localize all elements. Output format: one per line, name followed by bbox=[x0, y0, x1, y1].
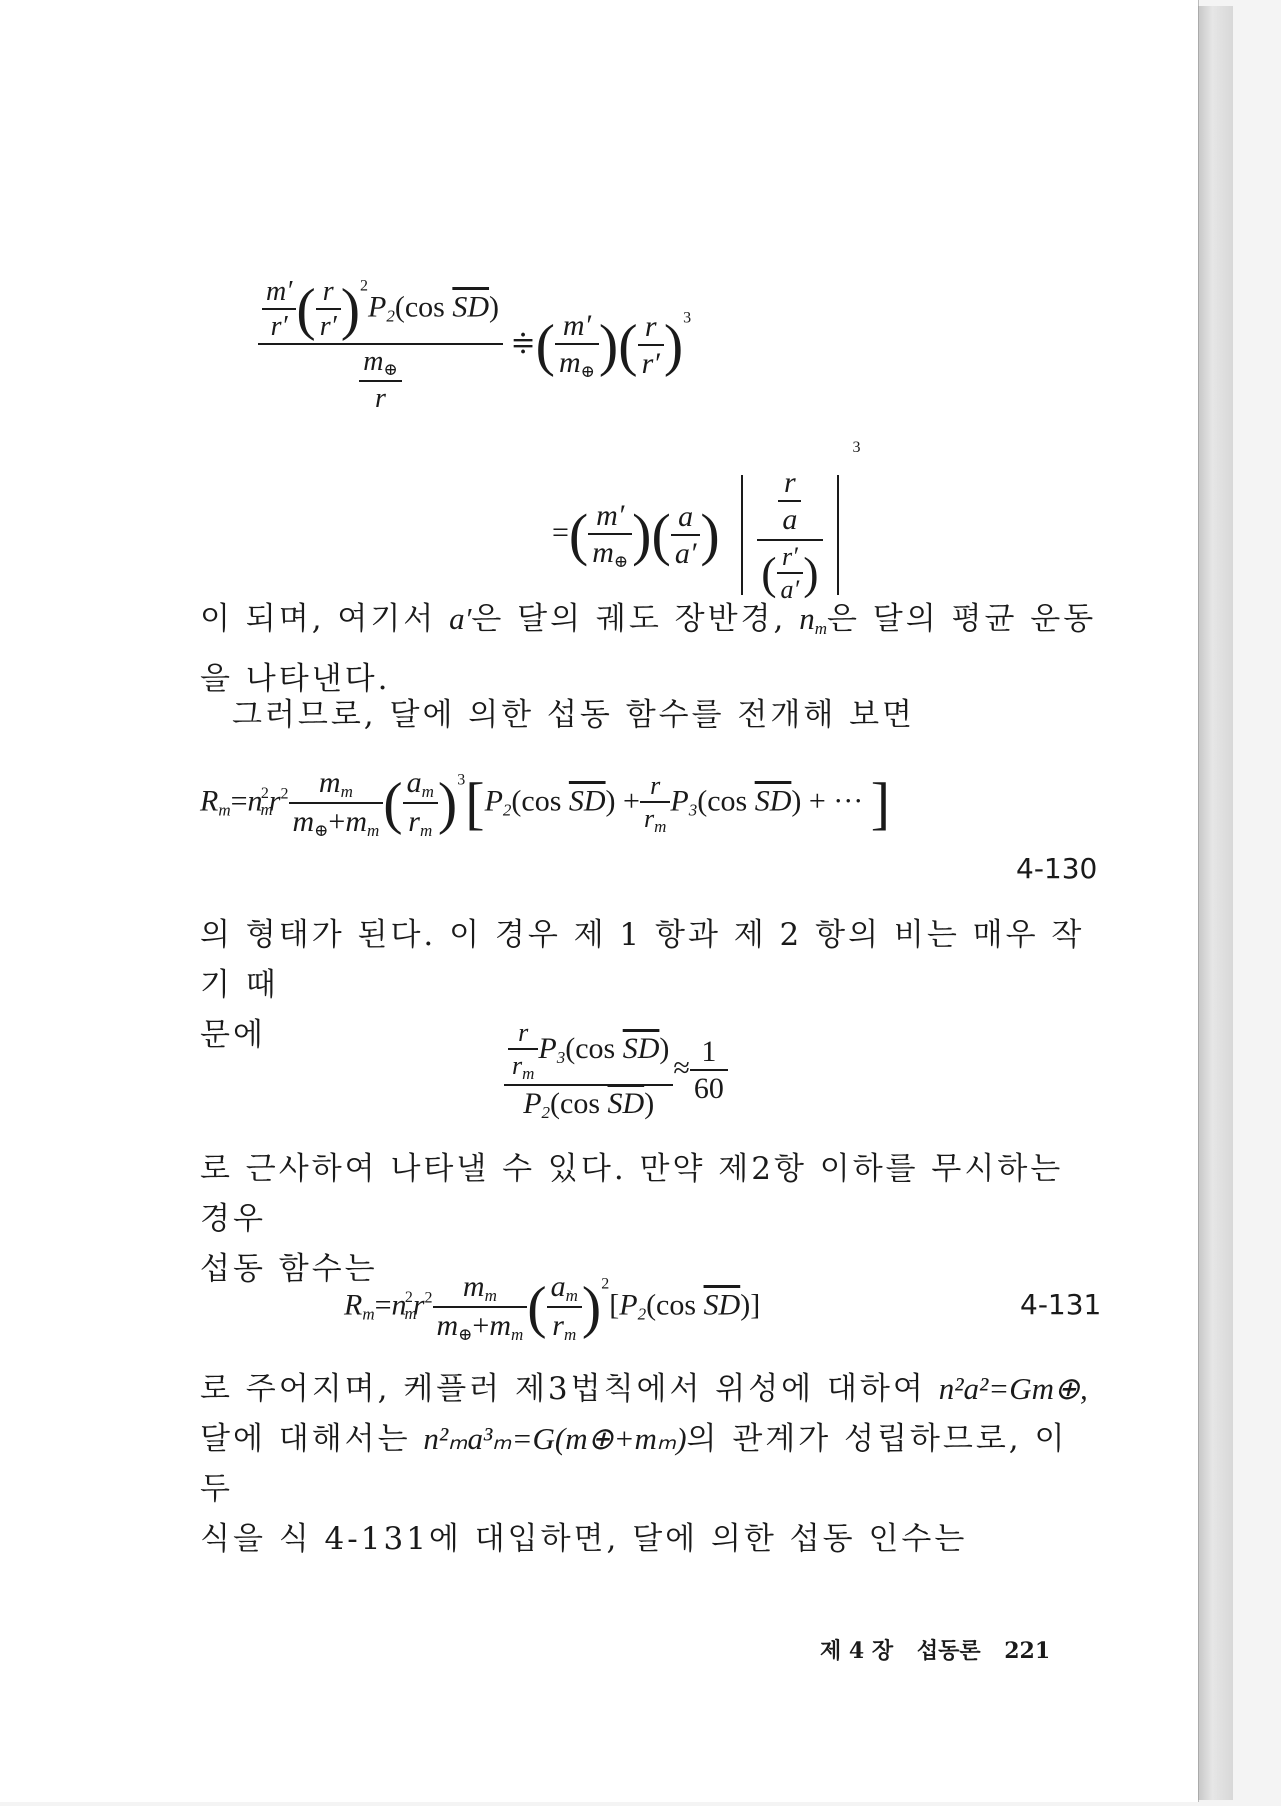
equation-ratio-approx: $\frac{r}{r_m}$ $P_3(\cos$ $\overline{SD}$) $P_2(\cos$ $\overline{SD}$) ≈ $\frac{1}{60}$ bbox=[504, 1020, 728, 1121]
equation-number-4-130: 4-130 bbox=[1016, 852, 1098, 885]
paragraph-1: 이 되며, 여기서 a′은 달의 궤도 장반경, $n_m$은 달의 평균 운동 을 나타낸다. bbox=[200, 601, 1097, 697]
paragraph-5: 로 주어지며, 케플러 제3법칙에서 위성에 대하여 n²a²=Gm⊕, 달에 대해서는 n²ₘa³ₘ=G(m⊕+mₘ)의 관계가 성립하므로, 이 두 식을 식 4-131에 대입하면, 달에 의한 섭동 인수는 bbox=[200, 1371, 1088, 1557]
page-edge bbox=[1198, 6, 1233, 1800]
chapter-label: 제 4 장 bbox=[820, 1638, 894, 1664]
page-footer bbox=[820, 1634, 1066, 1665]
chapter-title: 섭동론 bbox=[916, 1638, 981, 1664]
equation-4-130: $R_m=n_m^2r^2$ $\frac{m_m}{m_\oplus+m_m}$ ( $\frac{a_m}{r_m}$ )$^3[P_2(\cos$ $\overline{SD}$) + $\frac{r}{r_m}$ $P_3(\cos$ $\overline{SD}$) + ··· ] bbox=[200, 766, 891, 840]
page-number: 221 bbox=[1004, 1638, 1051, 1664]
paragraph-3: 의 형태가 된다. 이 경우 제 1 항과 제 2 항의 비는 매우 작기 때 문에 bbox=[200, 917, 1085, 1053]
equation-ratio-second: =( $\frac{m'}{m_\oplus}$ )( $\frac{a}{a'}$ ) $\frac{r}{a}$ ( $\frac{r'}{a'}$ ) $^3$ bbox=[552, 439, 861, 604]
paragraph-2: 그러므로, 달에 의한 섭동 함수를 전개해 보면 bbox=[232, 697, 916, 733]
paragraph-4: 로 근사하여 나타낼 수 있다. 만약 제2항 이하를 무시하는 경우 섭동 함수는 bbox=[200, 1151, 1064, 1287]
equation-ratio-top: $\frac{m'}{r'}$ ( $\frac{r}{r'}$ )$^2P_2(\cos$ $\overline{SD}$) $\frac{m_\oplus}{r}$ ≑( $\frac{m'}{m_\oplus}$ )( $\frac{r}{r'}$ )$^3$ bbox=[258, 278, 691, 413]
equation-4-131: $R_m=n_m^2r^2$ $\frac{m_m}{m_\oplus+m_m}$ ( $\frac{a_m}{r_m}$ )$^2[P_2(\cos$ $\overline{SD}$)] bbox=[344, 1270, 761, 1344]
equation-number-4-131: 4-131 bbox=[1020, 1288, 1102, 1321]
